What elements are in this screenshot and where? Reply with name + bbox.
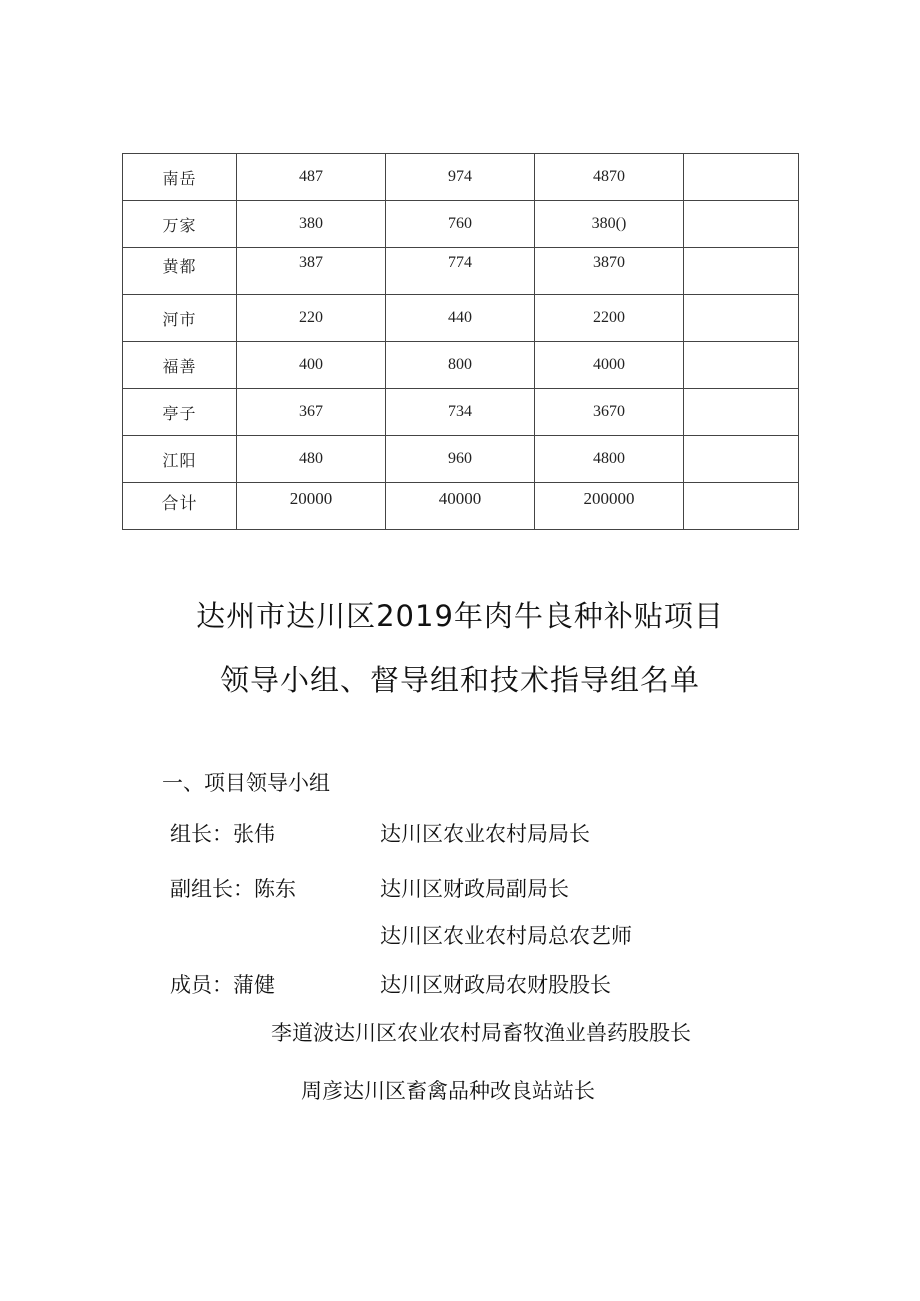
member-position: 达川区农业农村局局长	[380, 822, 590, 846]
member-role: 副组长：陈东	[170, 877, 296, 901]
table-cell: 774	[386, 248, 535, 295]
table-cell: 387	[237, 248, 386, 295]
table-cell	[684, 154, 799, 201]
member-role: 组长：张伟	[170, 822, 275, 846]
member-line: 周彦达川区畜禽品种改良站站长	[301, 1079, 595, 1103]
table-row	[123, 154, 799, 201]
table-cell: 4800	[535, 436, 684, 483]
table-cell: 3870	[535, 248, 684, 295]
table-cell: 800	[386, 342, 535, 389]
table-row	[123, 389, 799, 436]
table-cell: 480	[237, 436, 386, 483]
table-cell-town: 河市	[123, 295, 237, 342]
member-line: 李道波达川区农业农村局畜牧渔业兽药股股长	[271, 1021, 691, 1045]
table-cell	[684, 342, 799, 389]
table-cell	[684, 483, 799, 530]
table-cell: 200000	[535, 483, 684, 530]
table-cell: 4870	[535, 154, 684, 201]
member-position: 达川区财政局副局长	[380, 877, 569, 901]
table-row	[123, 295, 799, 342]
table-cell: 760	[386, 201, 535, 248]
table-row	[123, 248, 799, 295]
table-cell: 380	[237, 201, 386, 248]
table-cell	[684, 295, 799, 342]
table-cell: 367	[237, 389, 386, 436]
table-row	[123, 201, 799, 248]
table-cell: 960	[386, 436, 535, 483]
table-cell-town: 万家	[123, 201, 237, 248]
section-heading: 一、项目领导小组	[162, 771, 330, 795]
member-position: 达川区农业农村局总农艺师	[380, 924, 632, 948]
table-cell: 974	[386, 154, 535, 201]
table-row-total	[123, 483, 799, 530]
table-cell-town: 亭子	[123, 389, 237, 436]
table-cell: 400	[237, 342, 386, 389]
table-cell	[684, 436, 799, 483]
document-title-line-1: 达州市达川区2019年肉牛良种补贴项目	[196, 599, 724, 633]
table-cell: 20000	[237, 483, 386, 530]
table-cell	[684, 389, 799, 436]
table-cell-town: 南岳	[123, 154, 237, 201]
member-position: 达川区财政局农财股股长	[380, 973, 611, 997]
table-cell: 3670	[535, 389, 684, 436]
table-cell: 440	[386, 295, 535, 342]
table-cell-town: 江阳	[123, 436, 237, 483]
table-cell: 40000	[386, 483, 535, 530]
subsidy-table	[122, 153, 799, 530]
table-row	[123, 342, 799, 389]
table-cell-total-label: 合计	[123, 483, 237, 530]
table-cell: 380()	[535, 201, 684, 248]
table-cell-town: 黄都	[123, 248, 237, 295]
table-cell: 487	[237, 154, 386, 201]
table-cell	[684, 201, 799, 248]
document-title-line-2: 领导小组、督导组和技术指导组名单	[219, 663, 700, 697]
table-cell-town: 福善	[123, 342, 237, 389]
table-cell	[684, 248, 799, 295]
table-row	[123, 436, 799, 483]
table-cell: 220	[237, 295, 386, 342]
table-cell: 2200	[535, 295, 684, 342]
table-cell: 4000	[535, 342, 684, 389]
table-cell: 734	[386, 389, 535, 436]
member-role: 成员：蒲健	[170, 973, 275, 997]
